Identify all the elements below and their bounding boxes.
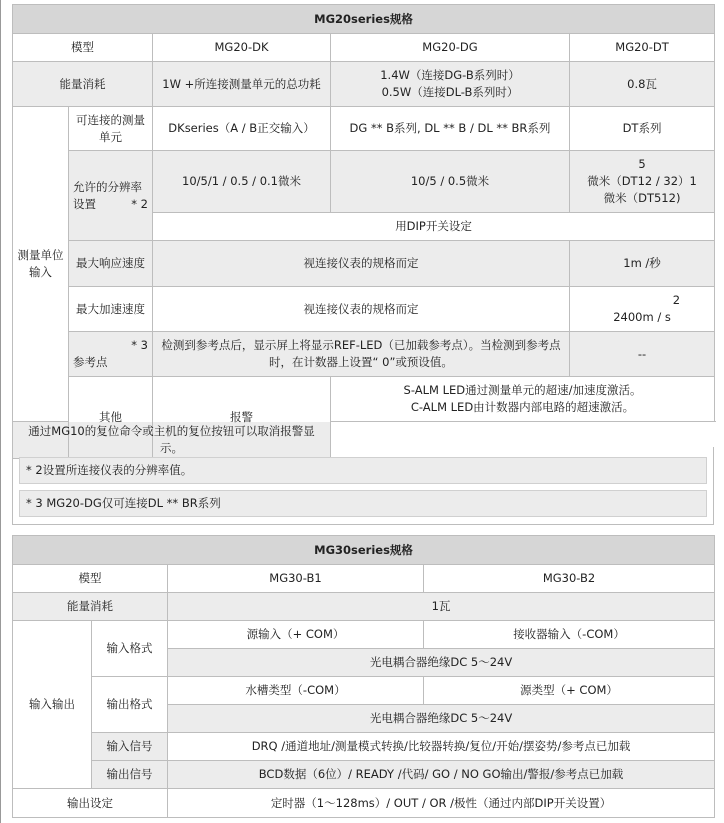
resp-dt: 1m /秒 <box>570 241 715 287</box>
in-fmt-label: 输入格式 <box>92 621 168 677</box>
mg20-title: MG20series规格 <box>13 5 715 34</box>
model-dg: MG20-DG <box>331 34 570 62</box>
alarm-label: 报警 <box>153 377 331 459</box>
model-dk: MG20-DK <box>153 34 331 62</box>
dip-setting: 用DIP开关设定 <box>153 213 715 241</box>
connect-dg: DG ** B系列, DL ** B / DL ** BR系列 <box>331 107 570 151</box>
res-footnote-ref: * 2 <box>131 196 148 211</box>
footnote-2: * 2设置所连接仪表的分辨率值。 <box>19 457 707 484</box>
in-isolation: 光电耦合器绝缘DC 5～24V <box>168 649 715 677</box>
model-label: 模型 <box>13 565 168 593</box>
alarm-reset: 通过MG10的复位命令或主机的复位按钮可以取消报警显示。 <box>13 422 331 459</box>
ref-dt: -- <box>570 332 715 377</box>
mg20-spec-table <box>12 4 715 459</box>
group-label: 测量单位输入 <box>13 107 69 422</box>
model-dt: MG20-DT <box>570 34 715 62</box>
in-sig-value: DRQ /通道地址/测量模式转换/比较器转换/复位/开始/摆姿势/参考点已加载 <box>168 733 715 761</box>
power-dt: 0.8瓦 <box>570 62 715 107</box>
res-dg: 10/5 / 0.5微米 <box>331 151 570 213</box>
out-sig-value: BCD数据（6位）/ READY /代码/ GO / NO GO输出/警报/参考点已加载 <box>168 761 715 789</box>
resp-label: 最大响应速度 <box>69 241 153 287</box>
in-sig-label: 输入信号 <box>92 733 168 761</box>
res-label: 允许的分辨率设置 <box>73 179 142 211</box>
in-fmt-b1: 源输入（+ COM） <box>168 621 424 649</box>
set-label: 输出设定 <box>13 789 168 818</box>
io-label: 输入输出 <box>13 621 92 789</box>
acc-dt-superscript: 2 <box>672 293 681 307</box>
connect-dk: DKseries（A / B正交输入） <box>153 107 331 151</box>
set-value: 定时器（1～128ms）/ OUT / OR /极性（通过内部DIP开关设置） <box>168 789 715 818</box>
in-fmt-b2: 接收器输入（-COM） <box>424 621 715 649</box>
ref-value: 检测到参考点后，显示屏上将显示REF-LED（已加载参考点）。当检测到参考点时，在计数器上设置“ 0”或预设值。 <box>153 332 570 377</box>
power-label: 能量消耗 <box>13 593 168 621</box>
out-fmt-b2: 源类型（+ COM） <box>424 677 715 705</box>
footnote-3: * 3 MG20-DG仅可连接DL ** BR系列 <box>19 490 707 517</box>
model-label: 模型 <box>13 34 153 62</box>
acc-label: 最大加速速度 <box>69 287 153 332</box>
model-b1: MG30-B1 <box>168 565 424 593</box>
model-b2: MG30-B2 <box>424 565 715 593</box>
mg30-title: MG30series规格 <box>13 536 715 565</box>
out-fmt-b1: 水槽类型（-COM） <box>168 677 424 705</box>
res-label-cell <box>69 151 153 241</box>
other-label: 其他 <box>69 377 153 459</box>
out-sig-label: 输出信号 <box>92 761 168 789</box>
out-isolation: 光电耦合器绝缘DC 5～24V <box>168 705 715 733</box>
alarm-activation: S-ALM LED通过测量单元的超速/加速度激活。 C-ALM LED由计数器内部电路的超速激活。 <box>331 377 715 422</box>
power-dg: 1.4W（连接DG-B系列时） 0.5W（连接DL-B系列时） <box>331 62 570 107</box>
connect-label: 可连接的测量单元 <box>69 107 153 151</box>
acc-value: 视连接仪表的规格而定 <box>153 287 570 332</box>
out-fmt-label: 输出格式 <box>92 677 168 733</box>
ref-footnote-ref: * 3 <box>131 338 148 352</box>
mg30-spec-table <box>12 535 715 818</box>
power-label: 能量消耗 <box>13 62 153 107</box>
acc-dt: 2400m / s <box>613 310 671 324</box>
resp-value: 视连接仪表的规格而定 <box>153 241 570 287</box>
acc-dt-cell <box>570 287 715 332</box>
power-value: 1瓦 <box>168 593 715 621</box>
ref-label: 参考点 <box>73 355 108 369</box>
footnotes <box>12 447 714 525</box>
ref-label-cell <box>69 332 153 377</box>
power-dk: 1W +所连接测量单元的总功耗 <box>153 62 331 107</box>
connect-dt: DT系列 <box>570 107 715 151</box>
res-dk: 10/5/1 / 0.5 / 0.1微米 <box>153 151 331 213</box>
res-dt: 5 微米（DT12 / 32）1 微米（DT512) <box>570 151 715 213</box>
